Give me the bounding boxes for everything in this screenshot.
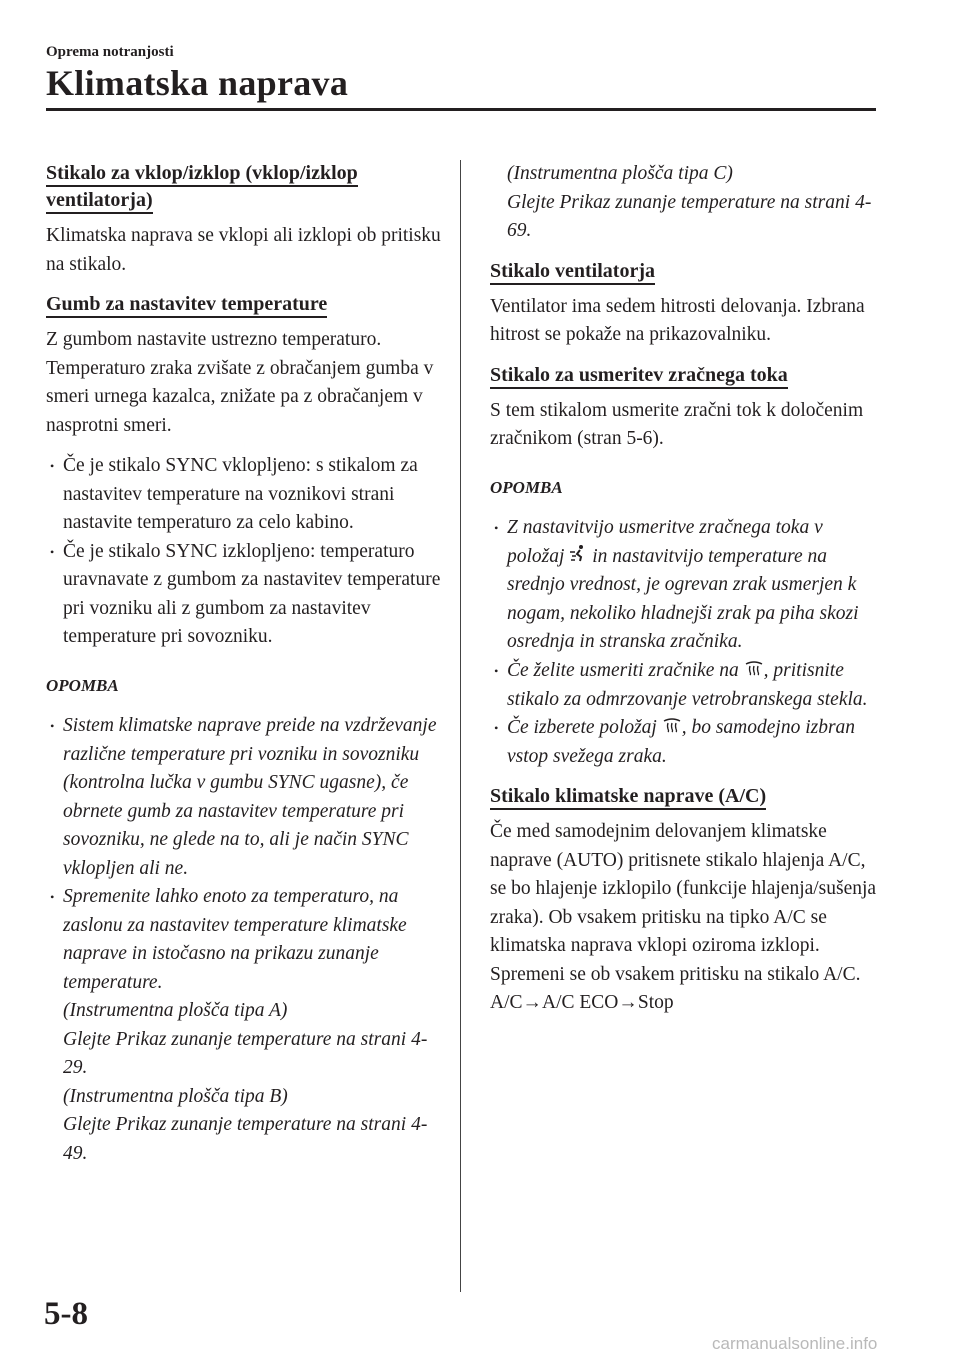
heading-fan-switch-text: Stikalo ventilatorja <box>490 260 655 285</box>
note-text: , pritisnite stikalo za odmrzovanje vetrobranskega stekla. <box>507 659 868 710</box>
note-text: Če izberete položaj <box>507 717 662 739</box>
heading-ac-switch-text: Stikalo klimatske naprave (A/C) <box>490 785 766 810</box>
note-text: Če želite usmeriti zračnike na <box>507 659 744 681</box>
note-text: , bo samodejno izbran vstop svežega zraka. <box>507 717 856 767</box>
heading-fan-onoff-line1: Stikalo za vklop/izklop (vklop/izklop <box>46 162 358 187</box>
list-item: • Sistem klimatske naprave preide na vzdrževanje različne temperature pri vozniku in sovozniku (kontrolna lučka v gumbu SYNC ugasne), če obrnete gumb za nastavitev temperature pri sovozniku, ne glede na to, ali je način SYNC vklopljen ali ne. <box>46 712 441 883</box>
note-list <box>490 514 885 771</box>
ref-link: Glejte Prikaz zunanje temperature na strani 4-69. <box>507 191 872 241</box>
list-item: • Če je stikalo SYNC vklopljeno: s stikalom za nastavitev temperature na voznikovi strani nastavite temperaturo za celo kabino. <box>46 452 441 538</box>
page-number: 5-8 <box>44 1296 88 1332</box>
heading-airflow-mode-switch <box>490 362 885 389</box>
note-list <box>46 712 441 1168</box>
heading-temperature-dial-text: Gumb za nastavitev temperature <box>46 293 327 318</box>
list-item <box>490 514 885 657</box>
defrost-icon <box>744 657 764 686</box>
ref-panel-type: (Instrumentna plošča tipa A) <box>63 1000 288 1021</box>
heading-airflow-mode-text: Stikalo za usmeritev zračnega toka <box>490 364 788 389</box>
airflow-mode-text: S tem stikalom usmerite zračni tok k določenim zračnikom (stran 5-6). <box>490 399 864 449</box>
ref-panel-type: (Instrumentna plošča tipa C) <box>507 163 733 184</box>
ac-switch-text: Če med samodejnim delovanjem klimatske naprave (AUTO) pritisnete stikalo hlajenja A/C, se bo hlajenje izklopilo (funkcije hlajenja/sušenja zraka). Ob vsakem pritisku na tipko A/C se klimatska naprava vklopi oziroma izklopi. Spremeni se ob vsakem pritisku na stikalo A/C. <box>490 821 877 985</box>
header-rule <box>46 108 876 111</box>
heading-ac-switch <box>490 783 885 810</box>
heading-fan-onoff-switch <box>46 160 441 214</box>
sync-bullet-list <box>46 452 441 652</box>
heading-fan-switch <box>490 258 885 285</box>
heading-temperature-dial <box>46 291 441 318</box>
ref-panel-type: (Instrumentna plošča tipa B) <box>63 1085 288 1107</box>
section-label: Oprema notranjosti <box>46 44 174 60</box>
temperature-dial-text: Z gumbom nastavite ustrezno temperaturo. Temperaturo zraka zvišate z obračanjem gumba v smeri urnega kazalca, znižate pa z obračanjem v nasprotni smeri. <box>46 329 434 436</box>
list-item <box>490 714 885 771</box>
note-label: OPOMBA <box>46 675 119 695</box>
note-label: OPOMBA <box>490 477 563 497</box>
ref-link: Glejte Prikaz zunanje temperature na strani 4-49. <box>63 1114 428 1164</box>
fan-onoff-text: Klimatska naprava se vklopi ali izklopi ob pritisku na stikalo. <box>46 225 441 275</box>
defrost-icon <box>662 714 682 743</box>
left-column <box>46 160 441 1180</box>
column-divider <box>460 160 461 1292</box>
heading-fan-onoff-line2: ventilatorja) <box>46 189 153 214</box>
list-item <box>490 657 885 714</box>
list-item <box>46 883 441 1168</box>
fan-switch-text: Ventilator ima sedem hitrosti delovanja. Izbrana hitrost se pokaže na prikazovalniku. <box>490 295 865 345</box>
list-item: • Če je stikalo SYNC izklopljeno: temperaturo uravnavate z gumbom za nastavitev temperature pri vozniku ali z gumbom za nastavitev temperature pri sovozniku. <box>46 538 441 652</box>
note-text: Spremenite lahko enoto za temperaturo, na zaslonu za nastavitev temperature klimatske naprave in istočasno na prikazu zunanje temperature. <box>63 886 407 993</box>
right-column <box>490 160 885 1030</box>
note-text: in nastavitvijo temperature na srednjo vrednost, je ogrevan zrak usmerjen k nogam, nekoliko hladnejši zrak pa piha skozi osrednja in stranska zračnika. <box>507 545 859 653</box>
note-text: Z nastavitvijo usmeritve zračnega toka v položaj <box>507 517 823 567</box>
ref-link: Glejte Prikaz zunanje temperature na strani 4-29. <box>63 1028 428 1078</box>
ac-cycle-sequence: A/C→A/C ECO→Stop <box>490 992 674 1014</box>
note-continued <box>490 160 885 246</box>
floor-airflow-icon <box>569 543 587 572</box>
watermark: carmanualsonline.info <box>712 1334 878 1353</box>
chapter-title: Klimatska naprava <box>46 63 349 103</box>
